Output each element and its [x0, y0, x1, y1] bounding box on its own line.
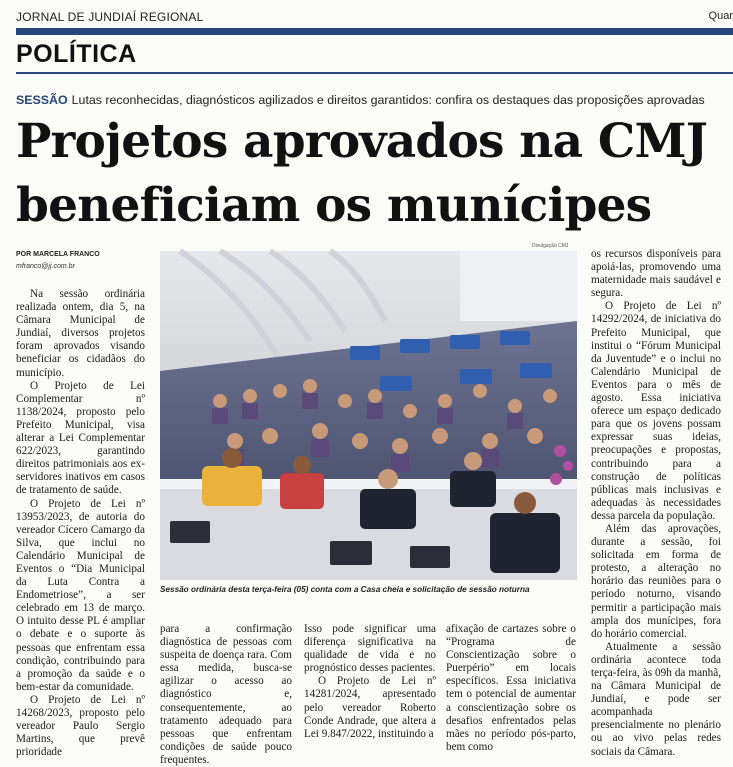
paragraph: Na sessão ordinária realizada ontem, dia 5, na Câmara Municipal de Jundiaí, diversos projetos foram aprovados visando beneficiar os cidadãos do município. — [16, 288, 145, 379]
paragraph: os recursos disponíveis para apoiá-las, promovendo uma maternidade mais saudável e segura. — [591, 248, 721, 300]
paragraph: afixação de cartazes sobre o “Programa de Conscientização sobre o Puerpério” em locais específicos. Essa iniciativa tem o potencial de aumentar a conscientização sobre os desafios enfrentados pelas mães no período pós-parto, bem como — [446, 623, 576, 753]
paragraph: O Projeto de Lei Complementar nº 1138/2024, proposto pelo Prefeito Municipal, visa alterar a Lei Complementar 622/2023, garantindo direitos patrimoniais aos ex-servidores inativos em casos de tratamento de saúde. — [16, 379, 145, 497]
paragraph: Atualmente a sessão ordinária acontece toda terça-feira, às 09h da manhã, na Câmara Municipal de Jundiaí, e pode ser acompanhada presencialmente no plenário ou ao vivo pelas redes sociais da Câmara. — [591, 640, 721, 758]
newspaper-name: JORNAL DE JUNDIAÍ REGIONAL — [16, 10, 204, 24]
kicker — [16, 93, 705, 107]
paragraph: O Projeto de Lei nº 14268/2023, proposto pelo vereador Paulo Sergio Martins, que prevê prioridade — [16, 693, 145, 759]
paragraph: Isso pode significar uma diferença significativa na qualidade de vida e no prognóstico desses pacientes. — [304, 623, 436, 675]
section-rule — [16, 72, 733, 74]
article-column-3 — [304, 623, 436, 751]
photo-caption: Sessão ordinária desta terça-feira (05) conta com a Casa cheia e solicitação de sessão noturna — [160, 585, 530, 594]
headline-line-1: Projetos aprovados na CMJ — [16, 114, 708, 169]
edition-date: Quar — [708, 10, 733, 22]
plenary-photo-illustration — [160, 251, 577, 580]
masthead — [16, 9, 733, 29]
paragraph: O Projeto de Lei nº 13953/2023, de autoria do vereador Cícero Camargo da Silva, que inclui no Calendário Municipal de Eventos o “Dia Municipal da Luta Contra a Endometriose”, a ser celebrado em 13 de março. O intuito desse PL é ampliar o debate e o suporte às pessoas que enfrentam essa condição, contribuindo para a promoção da saúde e o bem-estar da comunidade. — [16, 497, 145, 693]
byline-author: POR MARCELA FRANCO — [16, 251, 100, 258]
kicker-text: Lutas reconhecidas, diagnósticos agilizados e direitos garantidos: confira os destaques das proposições aprovadas — [71, 93, 705, 107]
headline-line-2: beneficiam os munícipes — [16, 178, 652, 233]
byline-email: mfranco@jj.com.br — [16, 263, 75, 270]
masthead-rule — [16, 28, 733, 35]
paragraph: para a confirmação diagnóstica de pessoas com suspeita de doença rara. Com essa medida, busca-se agilizar o acesso ao diagnóstico e, consequentemente, ao tratamento adequado para pessoas que enfrentam condições de saúde pouco frequentes. — [160, 623, 292, 766]
article-column-5 — [591, 248, 721, 758]
paragraph: O Projeto de Lei nº 14281/2024, apresentado pelo vereador Roberto Conde Andrade, que altera a Lei 9.847/2022, instituindo a — [304, 675, 436, 740]
article-column-1 — [16, 288, 145, 759]
paragraph: Além das aprovações, durante a sessão, foi solicitada em forma de protesto, a alteração no horário das reuniões para o período noturno, visando permitir a participação mais ampla dos munícipes, fora do horário comercial. — [591, 522, 721, 640]
article-column-4 — [446, 623, 576, 751]
headline — [16, 110, 733, 238]
session-photo — [160, 251, 577, 580]
paragraph: O Projeto de Lei nº 14292/2024, de iniciativa do Prefeito Municipal, que institui o “Fórum Municipal da Juventude” e o inclui no Calendário Municipal de Eventos para o mês de agosto. Essa iniciativa oferece um espaço dedicado para que os jovens possam expressar suas ideias, preocupações e propostas, contribuindo para a construção de políticas públicas mais inclusivas e adequadas às necessidades dessa parcela da população. — [591, 300, 721, 522]
section-title: POLÍTICA — [16, 40, 137, 68]
kicker-tag: SESSÃO — [16, 93, 68, 107]
article-column-2 — [160, 623, 292, 766]
photo-credit: Divulgação CMJ — [532, 243, 569, 249]
